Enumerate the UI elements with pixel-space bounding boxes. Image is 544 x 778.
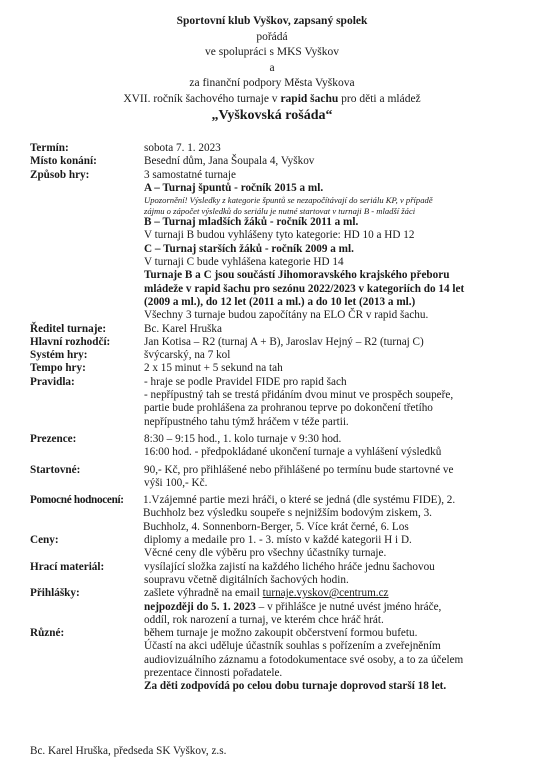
row-zpusob [30, 169, 530, 323]
label: Přihlášky: [30, 587, 80, 600]
value: 2 x 15 minut + 5 sekund na tah [144, 362, 283, 375]
value: 8:30 – 9:15 hod., 1. kolo turnaje v 9:30 hod. 16:00 hod. - předpokládané ukončení turnaje a vyhlášení výsledků [144, 432, 442, 459]
label: Tempo hry: [30, 362, 86, 375]
row-rozhodci [30, 336, 530, 349]
label: Ředitel turnaje: [30, 322, 107, 335]
info-table [30, 142, 530, 694]
value: Jan Kotisa – R2 (turnaj A + B), Jaroslav Hejný – R2 (turnaj C) [144, 335, 424, 348]
label: Pomocné hodnocení: [30, 494, 124, 507]
value: během turnaje je možno zakoupit občerstvení formou bufetu. Účastí na akci uděluje účastník souhlas s pořízením a zveřejněním audiovizuálního záznamu a fotodokumentace své osoby, a to za účelem prezentace činnosti pořadatele. Za děti zodpovídá po celou dobu turnaje doprovod starší 18 let. [144, 627, 464, 693]
header-line: XVII. ročník šachového turnaje v rapid šachu pro děti a mládež [123, 92, 421, 105]
value: - hraje se podle Pravidel FIDE pro rapid šach - nepřípustný tah se trestá přidáním dvou minut ve prospěch soupeře, partie bude prohlášena za prohranou teprve po dokončení třetího nepřípustného tahu týmž hráčem v téže partii. [144, 375, 454, 428]
row-ruzne [30, 627, 530, 693]
row-ceny [30, 534, 530, 561]
value: Bc. Karel Hruška [144, 322, 222, 335]
value: sobota 7. 1. 2023 [144, 142, 221, 154]
email-link[interactable]: turnaje.vyskov@centrum.cz [262, 587, 389, 600]
label: Hrací materiál: [30, 560, 105, 573]
row-prezence [30, 433, 530, 460]
value: 1.Vzájemné partie mezi hráči, o které se jedná (dle systému FIDE), 2. Buchholz bez výsledku soupeře s nejnižším bodovým ziskem, 3. Buchholz, 4. Sonnenborn-Berger, 5. Více krát černé, 6. Los [143, 494, 456, 533]
row-tempo [30, 362, 530, 375]
row-termin [30, 142, 530, 155]
row-reditel [30, 323, 530, 336]
header-line: a [269, 61, 275, 74]
row-pravidla [30, 376, 530, 429]
row-system [30, 349, 530, 362]
signature-line: Bc. Karel Hruška, předseda SK Vyškov, z.s. [30, 745, 227, 757]
header-line: pořádá [256, 30, 288, 43]
value: vysílající složka zajistí na každého lichého hráče jednu šachovou soupravu včetně digitálních šachových hodin. [144, 560, 435, 586]
row-prihlasky [30, 587, 530, 627]
header-line: za finanční podpory Města Vyškova [189, 77, 355, 89]
label: Místo konání: [30, 155, 97, 168]
row-misto [30, 155, 530, 168]
row-pomocne [30, 494, 530, 534]
value: Besední dům, Jana Šoupala 4, Vyškov [144, 155, 315, 168]
label: Hlavní rozhodčí: [30, 335, 111, 348]
label: Ceny: [30, 534, 59, 547]
label: Startovné: [30, 463, 81, 476]
label: Prezence: [30, 432, 77, 445]
header-line: ve spolupráci s MKS Vyškov [205, 46, 339, 58]
label: Způsob hry: [30, 168, 90, 181]
label: Různé: [30, 627, 65, 640]
tournament-title: „Vyškovská rošáda“ [211, 108, 333, 123]
header [0, 14, 544, 125]
row-material [30, 561, 530, 588]
label: Systém hry: [30, 349, 88, 362]
value: 3 samostatné turnaje A – Turnaj špuntů - ročník 2015 a ml. Upozornění! Výsledky z kategorie špuntů se nezapočítávají do seriálu KP, v případě zájmu o zápočet výsledků do seriálu je nutné startovat v turnaji B - mladší žáci B – Turnaj mladších žáků - ročník 2011 a ml. V turnaji B budou vyhlášeny tyto kategorie: HD 10 a HD 12 C – Turnaj starších žáků - ročník 2009 a ml. V turnaji C bude vyhlášena kategorie HD 14 Turnaje B a C jsou součástí Jihomoravského krajského přeboru mládeže v rapid šachu pro sezónu 2022/2023 v kategoriích do 14 let (2009 a ml.), do 12 let (2011 a ml.) a do 10 let (2013 a ml.) Všechny 3 turnaje budou započítány na ELO ČR v rapid šachu. [144, 168, 465, 322]
value: zašlete výhradně na email turnaje.vyskov@centrum.cz nejpozději do 5. 1. 2023 – v přihlášce je nutné uvést jméno hráče, oddíl, rok narození a turnaj, ve kterém chce hráč hrát. [144, 587, 442, 626]
value: diplomy a medaile pro 1. - 3. místo v každé kategorii H i D. Věcné ceny dle výběru pro všechny účastníky turnaje. [144, 534, 412, 560]
label: Termín: [30, 142, 69, 154]
value: švýcarský, na 7 kol [144, 349, 231, 362]
row-startovne [30, 464, 530, 491]
label: Pravidla: [30, 375, 75, 388]
value: 90,- Kč, pro přihlášené nebo přihlášené po termínu bude startovné ve výši 100,- Kč. [144, 463, 454, 489]
organizer: Sportovní klub Vyškov, zapsaný spolek [176, 15, 368, 27]
